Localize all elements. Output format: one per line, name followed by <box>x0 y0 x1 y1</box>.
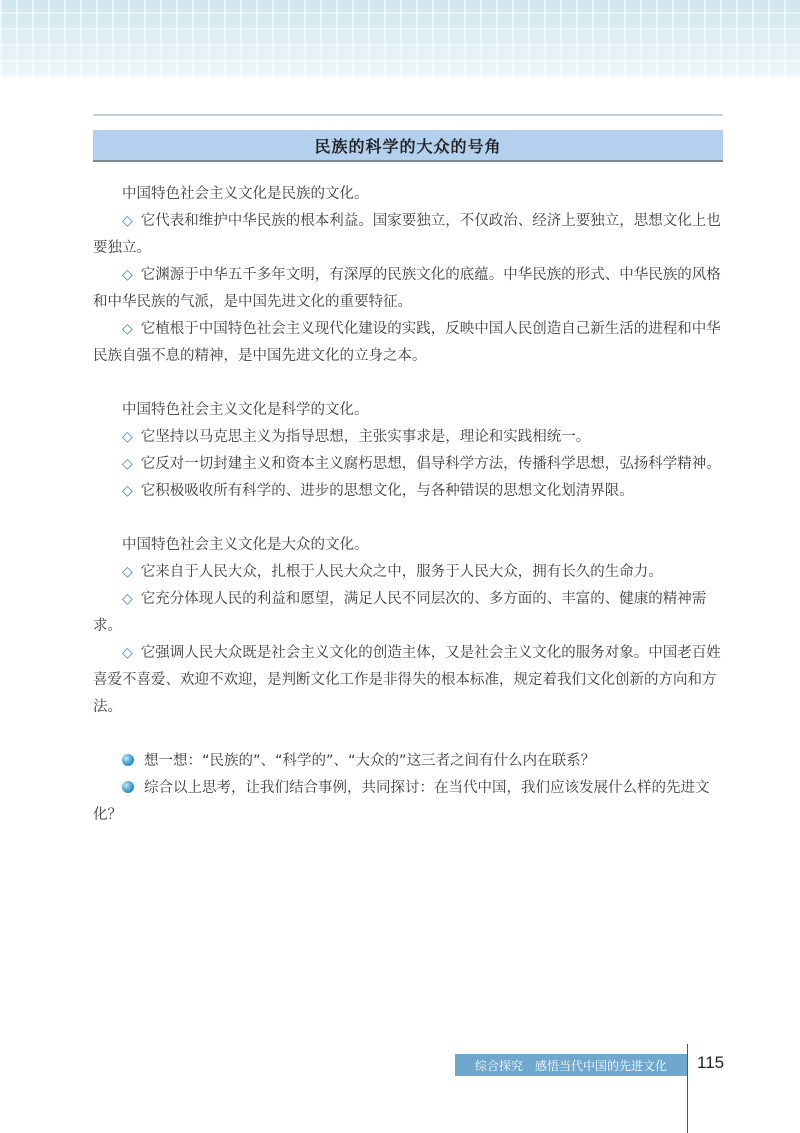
diamond-icon: ◇ <box>122 213 133 229</box>
item-text: 它来自于人民大众，扎根于人民大众之中，服务于人民大众，拥有长久的生命力。 <box>140 564 663 580</box>
bullet-icon <box>122 781 134 793</box>
section-title-bar <box>93 130 723 162</box>
main-content <box>93 181 723 829</box>
question-item <box>93 748 723 775</box>
list-item <box>93 478 723 505</box>
bullet-icon <box>122 754 134 766</box>
discussion-questions <box>93 748 723 829</box>
section-popular <box>93 532 723 721</box>
diamond-icon: ◇ <box>122 564 133 580</box>
diamond-icon: ◇ <box>122 456 133 472</box>
list-item <box>93 316 723 370</box>
footer-divider <box>687 1044 688 1133</box>
item-text: 它代表和维护中华民族的根本利益。国家要独立，不仅政治、经济上要独立，思想文化上也要独立。 <box>93 213 721 256</box>
item-text: 它坚持以马克思主义为指导思想，主张实事求是，理论和实践相统一。 <box>140 429 591 445</box>
list-item <box>93 208 723 262</box>
footer-section-label: 综合探究 <box>474 1058 523 1073</box>
item-text: 它反对一切封建主义和资本主义腐朽思想，倡导科学方法，传播科学思想，弘扬科学精神。 <box>140 456 721 472</box>
question-text: 综合以上思考，让我们结合事例，共同探讨：在当代中国，我们应该发展什么样的先进文化？ <box>93 780 710 823</box>
question-item <box>93 775 723 829</box>
diamond-icon: ◇ <box>122 645 133 661</box>
diamond-icon: ◇ <box>122 591 133 607</box>
item-text: 它渊源于中华五千多年文明，有深厚的民族文化的底蕴。中华民族的形式、中华民族的风格和中华民族的气派，是中国先进文化的重要特征。 <box>93 267 721 310</box>
diamond-icon: ◇ <box>122 429 133 445</box>
section-title: 民族的科学的大众的号角 <box>314 136 502 156</box>
section-lead: 中国特色社会主义文化是大众的文化。 <box>122 537 369 553</box>
footer-bar <box>455 1054 687 1076</box>
diamond-icon: ◇ <box>122 483 133 499</box>
top-divider <box>93 114 723 116</box>
item-text: 它强调人民大众既是社会主义文化的创造主体，又是社会主义文化的服务对象。中国老百姓喜爱不喜爱、欢迎不欢迎，是判断文化工作是非得失的根本标准，规定着我们文化创新的方向和方法。 <box>93 645 721 715</box>
item-text: 它植根于中国特色社会主义现代化建设的实践，反映中国人民创造自己新生活的进程和中华民族自强不息的精神，是中国先进文化的立身之本。 <box>93 321 721 364</box>
list-item <box>93 451 723 478</box>
list-item <box>93 262 723 316</box>
header-grid-pattern <box>0 0 800 78</box>
list-item <box>93 559 723 586</box>
diamond-icon: ◇ <box>122 267 133 283</box>
header-decoration <box>0 0 800 78</box>
list-item <box>93 586 723 640</box>
page-number: 115 <box>697 1053 725 1072</box>
section-national <box>93 181 723 370</box>
list-item <box>93 640 723 721</box>
question-text: 想一想：“民族的”、“科学的”、“大众的”这三者之间有什么内在联系？ <box>144 753 596 769</box>
item-text: 它积极吸收所有科学的、进步的思想文化，与各种错误的思想文化划清界限。 <box>140 483 634 499</box>
section-lead: 中国特色社会主义文化是科学的文化。 <box>122 402 369 418</box>
footer-chapter-label: 感悟当代中国的先进文化 <box>535 1058 668 1073</box>
section-scientific <box>93 397 723 505</box>
section-lead: 中国特色社会主义文化是民族的文化。 <box>122 186 369 202</box>
list-item <box>93 424 723 451</box>
diamond-icon: ◇ <box>122 321 133 337</box>
item-text: 它充分体现人民的利益和愿望，满足人民不同层次的、多方面的、丰富的、健康的精神需求。 <box>93 591 707 634</box>
